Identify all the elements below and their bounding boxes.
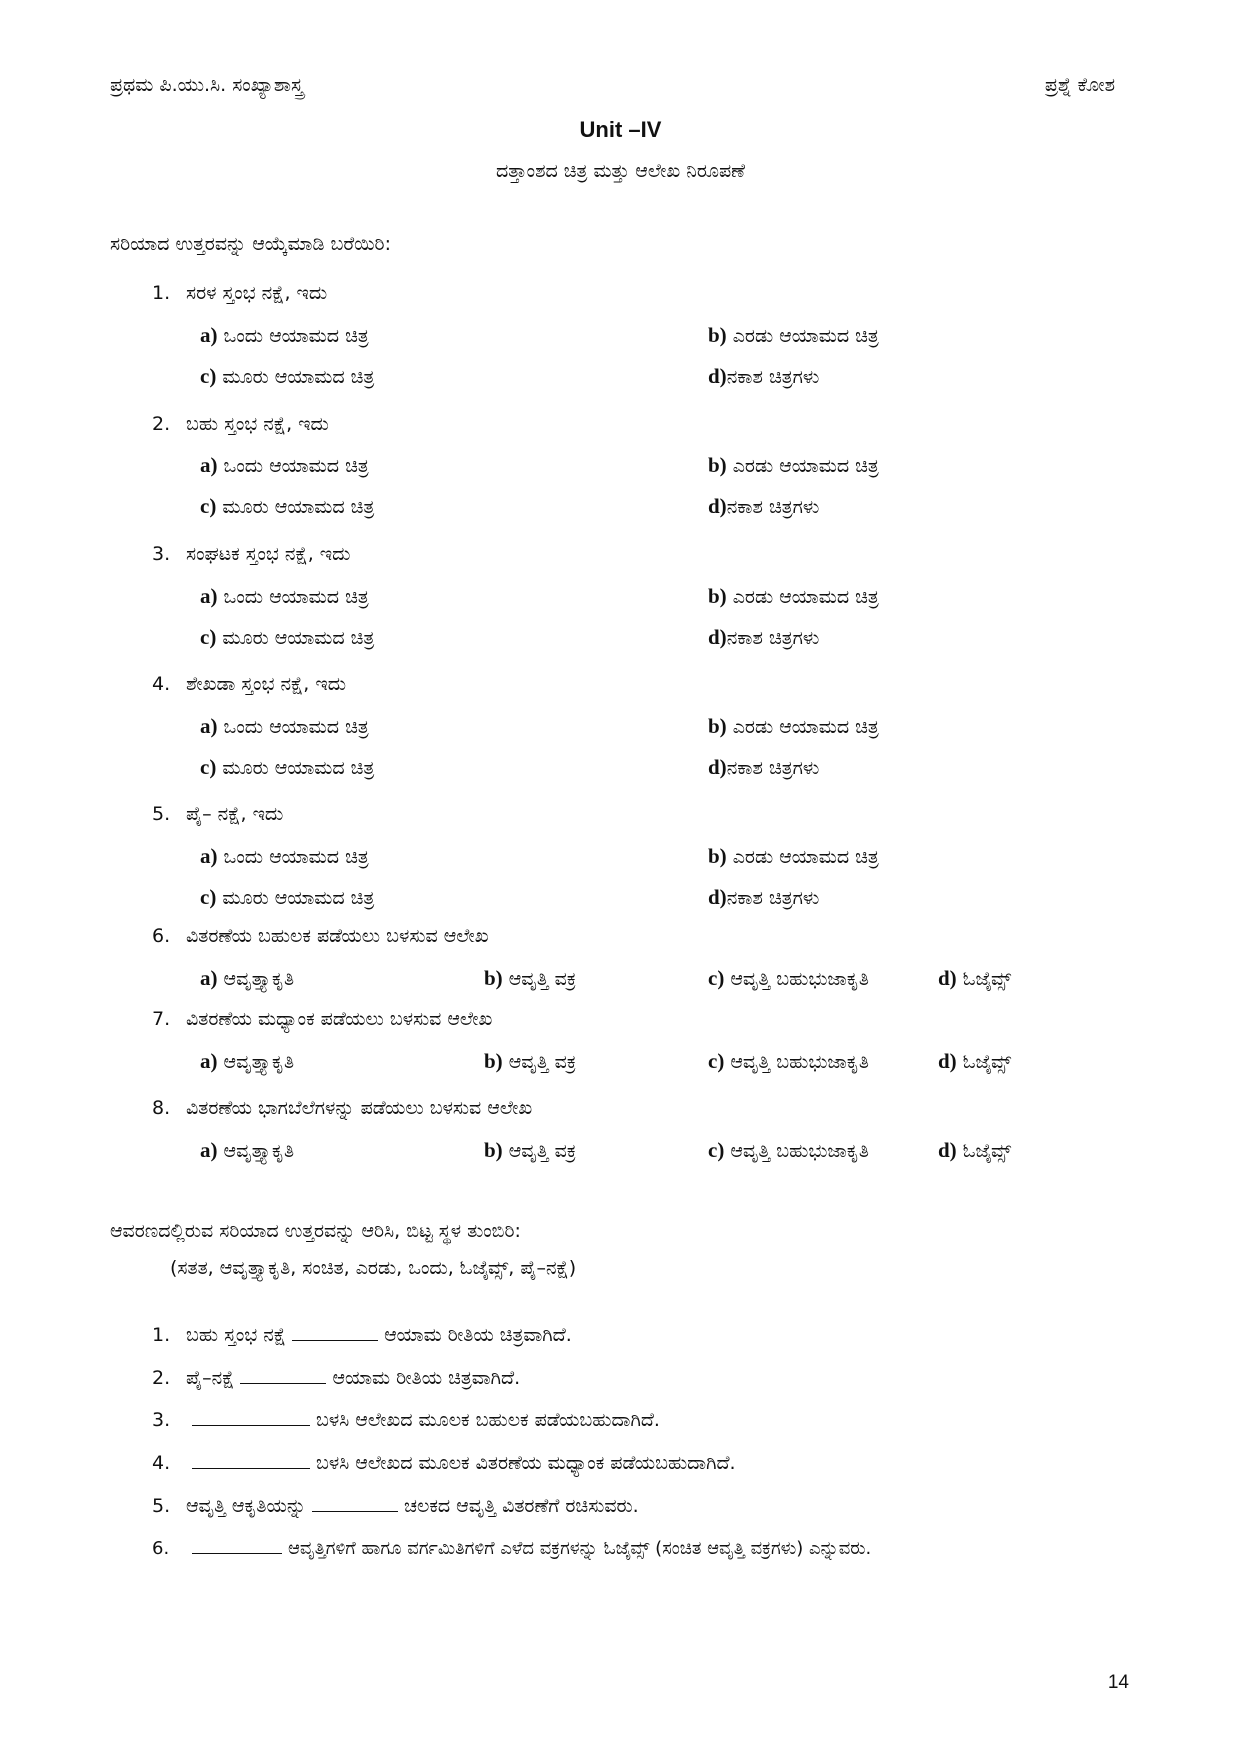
- option-letter: c): [708, 966, 725, 990]
- option-c: [200, 625, 374, 650]
- option-d: [938, 1138, 1011, 1163]
- option-letter: d): [938, 1138, 957, 1162]
- question-text: ಸಂಘಟಕ ಸ್ತಂಭ ನಕ್ಷೆ, ಇದು: [186, 543, 351, 565]
- option-letter: a): [200, 966, 218, 990]
- option-c: [708, 1138, 869, 1163]
- option-text: ಆವೃತ್ತಿ ಬಹುಭುಜಾಕೃತಿ: [730, 1051, 869, 1073]
- option-text: ನಕಾಶ ಚಿತ್ರಗಳು: [726, 366, 820, 388]
- option-letter: a): [200, 714, 218, 738]
- option-b: [708, 584, 879, 609]
- question-8: [152, 1097, 532, 1119]
- option-text: ಆವೃತ್ತಿ ಬಹುಭುಜಾಕೃತಿ: [730, 1140, 869, 1162]
- option-letter: c): [200, 364, 217, 388]
- option-text: ನಕಾಶ ಚಿತ್ರಗಳು: [726, 496, 820, 518]
- item-number: 5.: [152, 1495, 171, 1517]
- option-text: ಮೂರು ಆಯಾಮದ ಚಿತ್ರ: [222, 757, 375, 779]
- option-b: [484, 1138, 576, 1163]
- option-c: [200, 364, 374, 389]
- header-left: ಪ್ರಥಮ ಪಿ.ಯು.ಸಿ. ಸಂಖ್ಯಾಶಾಸ್ತ್ರ: [110, 74, 304, 96]
- question-number: 8.: [152, 1097, 171, 1119]
- answer-blank[interactable]: [192, 1535, 282, 1554]
- question-number: 3.: [152, 543, 171, 565]
- option-text: ಒಂದು ಆಯಾಮದ ಚಿತ್ರ: [223, 586, 369, 608]
- answer-blank[interactable]: [292, 1322, 378, 1341]
- option-text: ಎರಡು ಆಯಾಮದ ಚಿತ್ರ: [732, 716, 879, 738]
- option-text: ಒಂದು ಆಯಾಮದ ಚಿತ್ರ: [223, 325, 369, 347]
- answer-blank[interactable]: [240, 1365, 326, 1384]
- option-text: ಓಜೈವ್ಸ್: [962, 1140, 1012, 1162]
- chapter-subtitle: ದತ್ತಾಂಶದ ಚಿತ್ರ ಮತ್ತು ಆಲೇಖ ನಿರೂಪಣೆ: [495, 160, 746, 182]
- item-number: 2.: [152, 1367, 171, 1389]
- option-text: ಆವೃತ್ತಿ ವಕ್ರ: [508, 1140, 577, 1162]
- question-text: ಶೇಖಡಾ ಸ್ತಂಭ ನಕ್ಷೆ, ಇದು: [186, 673, 347, 695]
- option-letter: d): [708, 885, 727, 909]
- option-a: [200, 584, 369, 609]
- answer-blank[interactable]: [192, 1407, 310, 1426]
- option-b: [484, 1049, 576, 1074]
- item-number: 1.: [152, 1324, 171, 1346]
- fill-item-3: [152, 1407, 660, 1431]
- question-6: [152, 925, 489, 947]
- option-letter: a): [200, 584, 218, 608]
- option-b: [708, 844, 879, 869]
- question-number: 4.: [152, 673, 171, 695]
- option-letter: b): [708, 844, 727, 868]
- option-d: [708, 885, 819, 910]
- question-2: [152, 413, 329, 435]
- unit-title: Unit –IV: [579, 117, 662, 142]
- header-right: ಪ್ರಶ್ನೆ ಕೋಶ: [1044, 74, 1115, 96]
- item-text-after: ಆಯಾಮ ರೀತಿಯ ಚಿತ್ರವಾಗಿದೆ.: [332, 1367, 521, 1389]
- fill-choices: (ಸತತ, ಆವೃತ್ತ್ಯಾಕೃತಿ, ಸಂಚಿತ, ಎರಡು, ಒಂದು, ಓಜೈವ್ಸ್, ಪೈ–ನಕ್ಷೆ): [170, 1257, 577, 1279]
- option-text: ನಕಾಶ ಚಿತ್ರಗಳು: [726, 757, 820, 779]
- question-3: [152, 543, 350, 565]
- option-text: ಮೂರು ಆಯಾಮದ ಚಿತ್ರ: [222, 496, 375, 518]
- option-d: [708, 755, 819, 780]
- fill-item-2: [152, 1365, 520, 1389]
- item-text-before: ಪೈ–ನಕ್ಷೆ: [186, 1367, 235, 1389]
- option-b: [708, 323, 879, 348]
- option-c: [708, 1049, 869, 1074]
- option-a: [200, 1138, 294, 1163]
- question-number: 2.: [152, 413, 171, 435]
- option-letter: a): [200, 323, 218, 347]
- option-letter: b): [708, 584, 727, 608]
- option-a: [200, 453, 369, 478]
- option-letter: a): [200, 1138, 218, 1162]
- option-d: [708, 494, 819, 519]
- answer-blank[interactable]: [312, 1493, 398, 1512]
- option-letter: a): [200, 844, 218, 868]
- question-text: ವಿತರಣೆಯ ಬಹುಲಕ ಪಡೆಯಲು ಬಳಸುವ ಆಲೇಖ: [186, 925, 489, 947]
- option-a: [200, 844, 369, 869]
- fill-item-6: [152, 1535, 871, 1559]
- question-1: [152, 282, 327, 304]
- option-letter: c): [708, 1049, 725, 1073]
- option-letter: b): [484, 966, 503, 990]
- question-text: ಪೈ– ನಕ್ಷೆ, ಇದು: [186, 803, 284, 825]
- mcq-heading: ಸರಿಯಾದ ಉತ್ತರವನ್ನು ಆಯ್ಕೆಮಾಡಿ ಬರೆಯಿರಿ:: [110, 233, 391, 255]
- question-number: 6.: [152, 925, 171, 947]
- option-text: ಎರಡು ಆಯಾಮದ ಚಿತ್ರ: [732, 586, 879, 608]
- option-b: [708, 714, 879, 739]
- option-letter: b): [484, 1138, 503, 1162]
- option-letter: c): [200, 494, 217, 518]
- option-text: ಓಜೈವ್ಸ್: [962, 1051, 1012, 1073]
- fill-item-1: [152, 1322, 572, 1346]
- option-letter: a): [200, 453, 218, 477]
- question-7: [152, 1008, 492, 1030]
- question-4: [152, 673, 346, 695]
- fill-heading: ಆವರಣದಲ್ಲಿರುವ ಸರಿಯಾದ ಉತ್ತರವನ್ನು ಆರಿಸಿ, ಬಿಟ್ಟ ಸ್ಥಳ ತುಂಬಿರಿ:: [110, 1220, 521, 1242]
- option-letter: b): [708, 714, 727, 738]
- option-text: ಒಂದು ಆಯಾಮದ ಚಿತ್ರ: [223, 455, 369, 477]
- option-text: ಎರಡು ಆಯಾಮದ ಚಿತ್ರ: [732, 455, 879, 477]
- option-a: [200, 323, 369, 348]
- option-text: ನಕಾಶ ಚಿತ್ರಗಳು: [726, 627, 820, 649]
- option-b: [708, 453, 879, 478]
- option-text: ಒಂದು ಆಯಾಮದ ಚಿತ್ರ: [223, 846, 369, 868]
- item-number: 4.: [152, 1452, 171, 1474]
- option-text: ಆವೃತ್ತಿ ಬಹುಭುಜಾಕೃತಿ: [730, 968, 869, 990]
- question-text: ವಿತರಣೆಯ ಭಾಗಬೆಲೆಗಳನ್ನು ಪಡೆಯಲು ಬಳಸುವ ಆಲೇಖ: [186, 1097, 533, 1119]
- option-a: [200, 1049, 294, 1074]
- option-text: ಎರಡು ಆಯಾಮದ ಚಿತ್ರ: [732, 325, 879, 347]
- option-text: ಮೂರು ಆಯಾಮದ ಚಿತ್ರ: [222, 627, 375, 649]
- option-letter: d): [938, 1049, 957, 1073]
- option-letter: b): [708, 453, 727, 477]
- option-text: ಆವೃತ್ತಿ ವಕ್ರ: [508, 1051, 577, 1073]
- question-text: ವಿತರಣೆಯ ಮಧ್ಯಾಂಕ ಪಡೆಯಲು ಬಳಸುವ ಆಲೇಖ: [186, 1008, 493, 1030]
- option-d: [938, 1049, 1011, 1074]
- item-text-after: ಆವೃತ್ತಿಗಳಿಗೆ ಹಾಗೂ ವರ್ಗಮಿತಿಗಳಿಗೆ ಎಳೆದ ವಕ್ರಗಳನ್ನು ಓಜೈವ್ಸ್ (ಸಂಚಿತ ಆವೃತ್ತಿ ವಕ್ರಗಳು) ಎನ್ನುವರು.: [288, 1538, 872, 1559]
- option-d: [938, 966, 1011, 991]
- option-d: [708, 625, 819, 650]
- item-text-after: ಬಳಸಿ ಆಲೇಖದ ಮೂಲಕ ವಿತರಣೆಯ ಮಧ್ಯಾಂಕ ಪಡೆಯಬಹುದಾಗಿದೆ.: [316, 1452, 736, 1474]
- option-text: ಮೂರು ಆಯಾಮದ ಚಿತ್ರ: [222, 366, 375, 388]
- question-text: ಬಹು ಸ್ತಂಭ ನಕ್ಷೆ, ಇದು: [186, 413, 329, 435]
- answer-blank[interactable]: [192, 1450, 310, 1469]
- option-letter: c): [200, 755, 217, 779]
- item-text-before: ಬಹು ಸ್ತಂಭ ನಕ್ಷೆ: [186, 1324, 287, 1346]
- option-text: ಮೂರು ಆಯಾಮದ ಚಿತ್ರ: [222, 887, 375, 909]
- question-number: 7.: [152, 1008, 171, 1030]
- option-letter: b): [484, 1049, 503, 1073]
- question-number: 5.: [152, 803, 171, 825]
- option-letter: d): [708, 364, 727, 388]
- option-c: [200, 885, 374, 910]
- option-letter: c): [708, 1138, 725, 1162]
- option-text: ನಕಾಶ ಚಿತ್ರಗಳು: [726, 887, 820, 909]
- option-a: [200, 714, 369, 739]
- question-text: ಸರಳ ಸ್ತಂಭ ನಕ್ಷೆ, ಇದು: [186, 282, 328, 304]
- option-a: [200, 966, 294, 991]
- option-letter: d): [708, 625, 727, 649]
- question-5: [152, 803, 283, 825]
- option-letter: a): [200, 1049, 218, 1073]
- option-b: [484, 966, 576, 991]
- option-c: [708, 966, 869, 991]
- item-number: 6.: [152, 1538, 170, 1559]
- option-text: ಎರಡು ಆಯಾಮದ ಚಿತ್ರ: [732, 846, 879, 868]
- option-text: ಆವೃತ್ತ್ಯಾಕೃತಿ: [223, 1140, 295, 1162]
- option-letter: c): [200, 625, 217, 649]
- option-text: ಆವೃತ್ತ್ಯಾಕೃತಿ: [223, 1051, 295, 1073]
- option-letter: d): [708, 755, 727, 779]
- option-text: ಆವೃತ್ತಿ ವಕ್ರ: [508, 968, 577, 990]
- option-text: ಓಜೈವ್ಸ್: [962, 968, 1012, 990]
- item-text-after: ಬಳಸಿ ಆಲೇಖದ ಮೂಲಕ ಬಹುಲಕ ಪಡೆಯಬಹುದಾಗಿದೆ.: [316, 1409, 660, 1431]
- fill-item-5: [152, 1493, 639, 1517]
- question-number: 1.: [152, 282, 171, 304]
- item-text-after: ಆಯಾಮ ರೀತಿಯ ಚಿತ್ರವಾಗಿದೆ.: [384, 1324, 572, 1346]
- page-number: 14: [1107, 1672, 1129, 1693]
- option-letter: c): [200, 885, 217, 909]
- option-d: [708, 364, 819, 389]
- option-letter: d): [938, 966, 957, 990]
- option-text: ಒಂದು ಆಯಾಮದ ಚಿತ್ರ: [223, 716, 369, 738]
- item-text-after: ಚಲಕದ ಆವೃತ್ತಿ ವಿತರಣೆಗೆ ರಚಿಸುವರು.: [404, 1495, 639, 1517]
- option-c: [200, 755, 374, 780]
- option-c: [200, 494, 374, 519]
- option-text: ಆವೃತ್ತ್ಯಾಕೃತಿ: [223, 968, 295, 990]
- fill-item-4: [152, 1450, 736, 1474]
- item-number: 3.: [152, 1409, 171, 1431]
- item-text-before: ಆವೃತ್ತಿ ಆಕೃತಿಯನ್ನು: [186, 1495, 307, 1517]
- option-letter: b): [708, 323, 727, 347]
- option-letter: d): [708, 494, 727, 518]
